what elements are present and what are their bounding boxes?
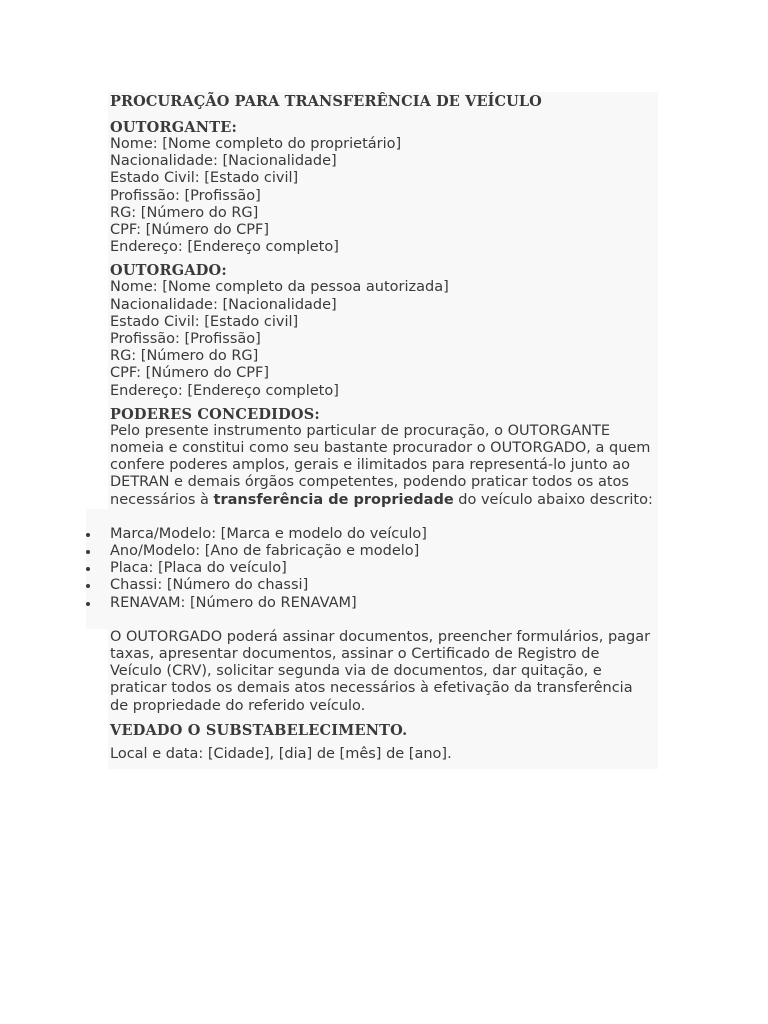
vehicle-placa: Placa: [Placa do veículo] — [110, 560, 287, 577]
list-item — [86, 543, 658, 560]
outorgante-heading: OUTORGANTE: — [110, 119, 238, 136]
bullet-icon — [86, 533, 90, 537]
bullet-icon — [86, 567, 90, 571]
bullet-icon — [86, 584, 90, 588]
list-item — [86, 577, 658, 594]
vehicle-renavam: RENAVAM: [Número do RENAVAM] — [110, 594, 357, 611]
outorgante-estado-civil: Estado Civil: [Estado civil] — [110, 170, 299, 187]
outorgado-profissao: Profissão: [Profissão] — [110, 331, 261, 348]
outorgado-rg: RG: [Número do RG] — [110, 348, 259, 365]
list-item — [86, 560, 658, 577]
poderes-section — [110, 406, 658, 509]
outorgado-endereco: Endereço: [Endereço completo] — [110, 382, 339, 399]
outorgante-profissao: Profissão: [Profissão] — [110, 187, 261, 204]
poderes-paragraph — [110, 423, 658, 509]
poderes-text-bold: transferência de propriedade — [213, 491, 454, 508]
vedado-heading: VEDADO O SUBSTABELECIMENTO. — [110, 721, 408, 739]
outorgado-cpf: CPF: [Número do CPF] — [110, 365, 269, 382]
document — [86, 92, 658, 769]
list-item — [86, 595, 658, 612]
outorgante-rg: RG: [Número do RG] — [110, 204, 259, 221]
vehicle-list — [86, 526, 658, 612]
outorgado-estado-civil: Estado Civil: [Estado civil] — [110, 313, 299, 330]
outorgante-endereco: Endereço: [Endereço completo] — [110, 239, 339, 256]
outorgado-heading: OUTORGADO: — [110, 262, 227, 280]
bullet-icon — [86, 602, 90, 606]
document-body — [108, 92, 658, 509]
list-item — [86, 526, 658, 543]
outorgado-section — [110, 262, 658, 399]
document-closing — [108, 629, 658, 769]
vehicle-marca-modelo: Marca/Modelo: [Marca e modelo do veículo] — [110, 525, 427, 542]
closing-paragraph: O OUTORGADO poderá assinar documentos, preencher formulários, pagar taxas, apresentar documentos, assinar o Certificado de Registro de Veículo (CRV), solicitar segunda via de documentos, dar quitação, e praticar todos os demais atos necessários à efetivação da transferência de propriedade do referido veículo. — [110, 628, 651, 714]
document-title: PROCURAÇÃO PARA TRANSFERÊNCIA DE VEÍCULO — [110, 93, 542, 110]
poderes-heading: PODERES CONCEDIDOS: — [110, 405, 320, 423]
outorgado-nome: Nome: [Nome completo da pessoa autorizada] — [110, 279, 449, 296]
outorgado-nacionalidade: Nacionalidade: [Nacionalidade] — [110, 296, 337, 313]
outorgante-cpf: CPF: [Número do CPF] — [110, 222, 269, 239]
outorgante-section — [110, 119, 658, 256]
local-data-line: Local e data: [Cidade], [dia] de [mês] de [ano]. — [110, 745, 452, 762]
vehicle-list-block — [86, 509, 658, 629]
outorgante-nome: Nome: [Nome completo do proprietário] — [110, 136, 402, 152]
outorgante-nacionalidade: Nacionalidade: [Nacionalidade] — [110, 153, 337, 170]
vehicle-chassi: Chassi: [Número do chassi] — [110, 577, 309, 594]
poderes-text-after: do veículo abaixo descrito: — [453, 491, 653, 508]
poderes-text-before: Pelo presente instrumento particular de procuração, o OUTORGANTE nomeia e constitui como seu bastante procurador o OUTORGADO, a quem confere poderes amplos, gerais e ilimitados para representá-lo junto ao DETRAN e demais órgãos competentes, podendo praticar todos os atos necessários à — [110, 422, 651, 508]
vehicle-ano-modelo: Ano/Modelo: [Ano de fabricação e modelo] — [110, 543, 420, 560]
bullet-icon — [86, 550, 90, 554]
